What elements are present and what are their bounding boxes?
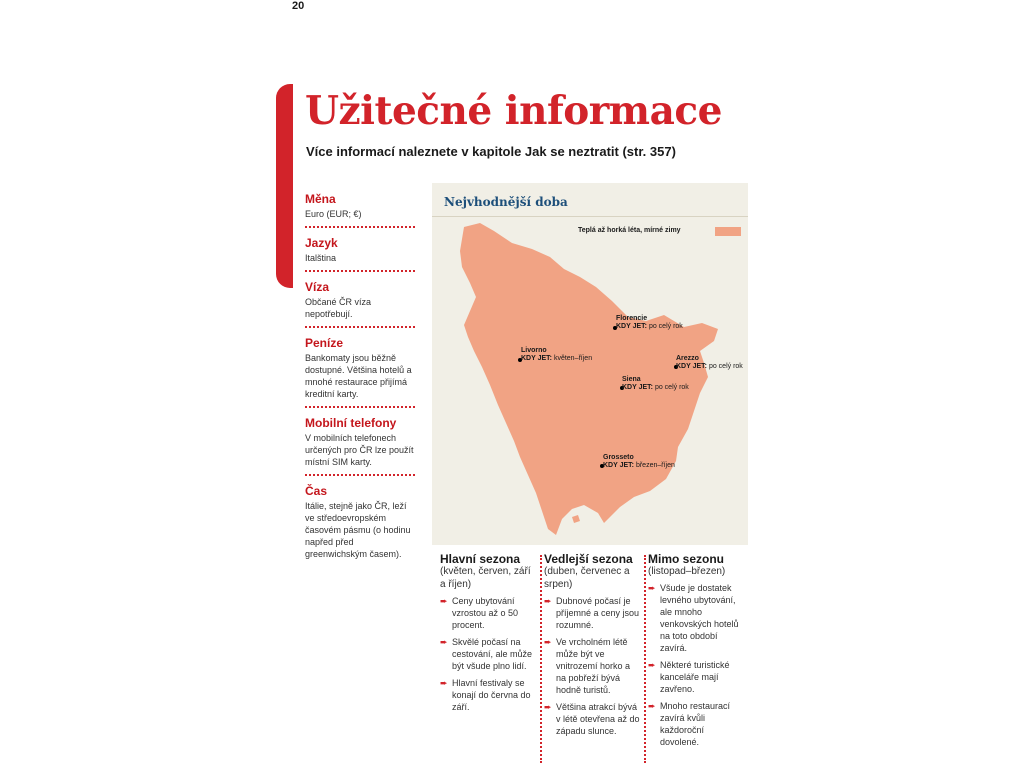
page-title: Užitečné informace (305, 88, 722, 134)
panel-title: Nejvhodnější doba (444, 195, 568, 209)
season-divider (540, 555, 542, 763)
city-name: Livorno (521, 347, 547, 354)
city-siena (622, 376, 689, 392)
season-bullet: ➨ Ve vrcholném létě může být ve vnitrozemí horko a na pobřeží bývá hodně turistů. (544, 637, 631, 695)
city-when: březen–říjen (635, 462, 675, 469)
fact-title: Měna (305, 192, 336, 206)
season-title: Mimo sezonu (648, 552, 725, 566)
season-title: Vedlejší sezona (544, 552, 633, 566)
city-when: po celý rok (654, 384, 689, 391)
city-name: Siena (622, 376, 641, 383)
fact-text: Občané ČR víza nepotřebují. (305, 297, 372, 319)
season-bullet: ➨ Hlavní festivaly se konají do června do září. (440, 678, 531, 712)
fact-title: Mobilní telefony (305, 416, 397, 430)
fact-title: Víza (305, 280, 330, 294)
arrow-icon: ➨ (648, 701, 656, 711)
season-bullet: ➨ Ceny ubytování vzrostou až o 50 procent. (440, 596, 519, 630)
season-range: (listopad–březen) (648, 566, 726, 577)
city-arezzo (676, 355, 743, 371)
arrow-icon: ➨ (440, 637, 448, 647)
red-accent-bar (276, 84, 293, 288)
best-time-panel (432, 183, 748, 763)
city-name: Arezzo (676, 355, 699, 362)
season-high (440, 553, 536, 718)
when-label: KDY JET: (616, 323, 647, 330)
city-when: květen–říjen (553, 355, 593, 362)
tuscany-map (432, 217, 748, 539)
map-legend-label: Teplá až horká léta, mírné zimy (578, 227, 681, 234)
season-title: Hlavní sezona (440, 552, 521, 566)
city-livorno (521, 347, 592, 363)
season-bullet: ➨ Většina atrakcí bývá v létě otevřena až do západu slunce. (544, 702, 640, 736)
seasons-section (432, 539, 748, 769)
city-name: Florencie (616, 315, 648, 322)
fact-money (305, 336, 415, 408)
fact-time (305, 484, 415, 566)
arrow-icon: ➨ (440, 596, 448, 606)
fact-mobile-phones (305, 416, 415, 476)
fact-visa (305, 280, 415, 328)
fact-title: Peníze (305, 336, 344, 350)
facts-column (305, 192, 415, 574)
fact-language (305, 236, 415, 272)
season-low (648, 553, 744, 753)
when-label: KDY JET: (622, 384, 653, 391)
fact-title: Jazyk (305, 236, 338, 250)
season-divider (644, 555, 646, 763)
fact-text: V mobilních telefonech určených pro ČR lze použít místní SIM karty. (305, 433, 414, 467)
fact-text: Euro (EUR; €) (305, 209, 362, 219)
island-shape (572, 515, 580, 523)
arrow-icon: ➨ (544, 702, 552, 712)
arrow-icon: ➨ (648, 660, 656, 670)
season-shoulder (544, 553, 640, 742)
city-when: po celý rok (648, 323, 683, 330)
fact-title: Čas (305, 484, 328, 498)
page-subtitle: Více informací naleznete v kapitole Jak se neztratit (str. 357) (306, 144, 676, 159)
season-range: (květen, červen, září a říjen) (440, 566, 531, 590)
when-label: KDY JET: (521, 355, 552, 362)
city-name: Grosseto (603, 454, 634, 461)
fact-currency (305, 192, 415, 228)
season-bullet: ➨ Všude je dostatek levného ubytování, ale mnoho venkovských hotelů na toto období zavírá. (648, 583, 739, 653)
arrow-icon: ➨ (544, 596, 552, 606)
arrow-icon: ➨ (440, 678, 448, 688)
fact-text: Italština (305, 253, 337, 263)
season-bullet: ➨ Skvělé počasí na cestování, ale může být všude plno lidí. (440, 637, 533, 671)
page-number: 20 (292, 0, 305, 12)
fact-text: Bankomaty jsou běžně dostupné. Většina hotelů a mnohé restaurace přijímá kreditní karty. (305, 353, 412, 399)
when-label: KDY JET: (676, 363, 707, 370)
city-florence (616, 315, 683, 331)
season-range: (duben, červenec a srpen) (544, 566, 630, 590)
season-bullet: ➨ Mnoho restaurací zavírá kvůli každoroční dovolené. (648, 701, 731, 747)
arrow-icon: ➨ (544, 637, 552, 647)
city-grosseto (603, 454, 675, 470)
arrow-icon: ➨ (648, 583, 656, 593)
when-label: KDY JET: (603, 462, 634, 469)
city-when: po celý rok (708, 363, 743, 370)
season-bullet: ➨ Některé turistické kanceláře mají zavřeno. (648, 660, 730, 694)
fact-text: Itálie, stejně jako ČR, leží ve středoevropském časovém pásmu (o hodinu napřed před greenwichským časem). (305, 501, 411, 559)
season-bullet: ➨ Dubnové počasí je příjemné a ceny jsou rozumné. (544, 596, 640, 630)
